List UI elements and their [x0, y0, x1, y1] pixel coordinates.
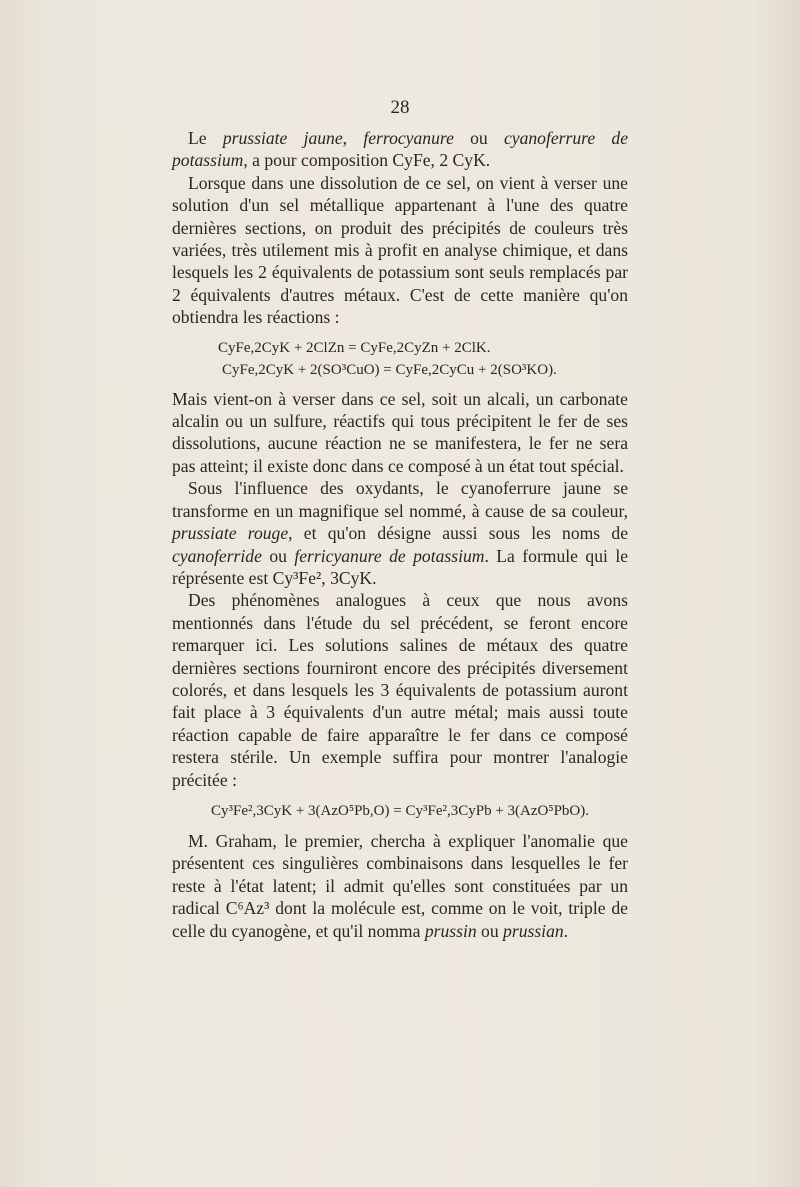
italic-term: prussiate rouge	[172, 523, 289, 544]
formula-copper: CyFe,2CyK + 2(SO³CuO) = CyFe,2CyCu + 2(SO³KO).	[222, 361, 557, 378]
text-run: , a pour composition CyFe, 2 CyK.	[243, 150, 491, 171]
paragraph-graham	[172, 830, 628, 942]
text-run: ,	[342, 128, 364, 148]
page-number: 28	[390, 97, 410, 118]
reaction-formulas	[172, 337, 628, 381]
italic-term: prussian	[503, 920, 564, 941]
formula-zinc: CyFe,2CyK + 2ClZn = CyFe,2CyZn + 2ClK.	[218, 339, 491, 356]
italic-term: prussiate jaune	[222, 128, 343, 148]
italic-term: ferrocyanure	[363, 128, 454, 148]
text-run: . La formule qui le réprésente est Cy³Fe², 3CyK.	[172, 545, 629, 588]
text-run: , et qu'on désigne aussi sous les noms de	[288, 523, 628, 544]
text-run: .	[563, 920, 569, 941]
paragraph-phenomenes: Des phénomènes analogues à ceux que nous avons mentionnés dans l'étude du sel précédent, se feront encore remarquer ici. Les solutions salines de métaux des quatre dernières sections fourniront encore des précipités diversement colorés, et dans lesquels les 3 équivalents de potassium auront fait place à 3 équivalents d'un autre métal; mais aussi toute réaction capable de faire apparaître le fer dans ce composé restera stérile. Un exemple suffira pour montrer l'analogie précitée :	[172, 590, 628, 790]
italic-term: cyanoferrure de potassium	[172, 128, 629, 171]
italic-term: prussin	[424, 920, 477, 941]
paragraph-prussiate-jaune	[172, 127, 628, 172]
text-run: ou	[453, 128, 504, 148]
text-run: ou	[261, 545, 295, 566]
italic-term: ferricyanure de potassium	[294, 545, 485, 566]
formula-lead: Cy³Fe²,3CyK + 3(AzO⁵Pb,O) = Cy³Fe²,3CyPb + 3(AzO⁵PbO).	[211, 802, 589, 819]
body-text	[172, 127, 628, 942]
text-run: ou	[476, 920, 504, 941]
paragraph-dissolution: Lorsque dans une dissolution de ce sel, on vient à verser une solution d'un sel métallique appartenant à l'une des quatre dernières sections, on produit des précipités de couleurs très variées, très utilement mis à profit en analyse chimique, et dans lesquels les 2 équivalents de potassium sont seuls remplacés par 2 équivalents d'autres métaux. C'est de cette manière qu'on obtiendra les réactions :	[172, 172, 628, 328]
text-run: Sous l'influence des oxydants, le cyanoferrure jaune se transforme en un magnifique sel nommé, à cause de sa couleur,	[172, 478, 628, 521]
italic-term: cyanoferride	[172, 545, 262, 566]
paragraph-alcali: Mais vient-on à verser dans ce sel, soit un alcali, un carbonate alcalin ou un sulfure, réactifs qui tous précipitent le fer de ses dissolutions, aucune réaction ne se manifestera, le fer ne sera pas atteint; il existe donc dans ce composé à un état tout spécial.	[172, 388, 628, 476]
paragraph-oxydants	[172, 477, 628, 589]
text-run: M. Graham, le premier, chercha à expliquer l'anomalie que présentent ces singulières combinaisons dans lesquelles le fer reste à l'état latent; il admit qu'elles sont constituées par un radical C⁶Az³ dont la molécule est, comme on le voit, triple de celle du cyanogène, et qu'il nomma	[172, 830, 628, 941]
text-run: Le	[188, 128, 223, 148]
